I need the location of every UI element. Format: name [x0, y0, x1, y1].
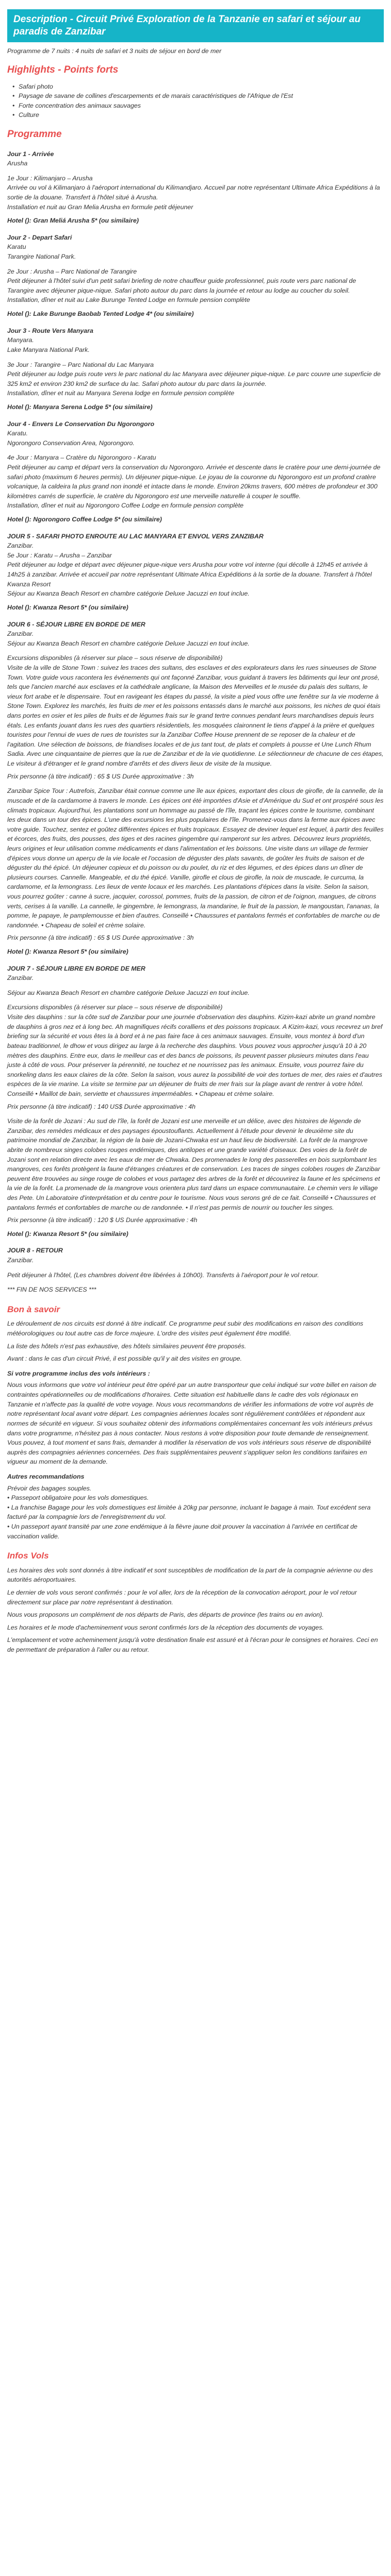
day-line: Karatu	[7, 243, 26, 251]
flight-info-text: Les horaires et le mode d'acheminement vous seront confirmés lors de la réception des documents de voyages.	[7, 1623, 324, 1631]
flight-info-text: L'emplacement et votre acheminement jusqu'à votre destination finale est assuré et à l'écran pour le consignes et horaires. Ceci en de permettant de préparation à l'aller ou au retour.	[7, 1636, 378, 1653]
excursion-price: Prix personne (à titre indicatif) : 140 US$ Durée approximative : 4h	[7, 1103, 196, 1110]
excursion-price: Prix personne (à titre indicatif) : 120 $ US Durée approximative : 4h	[7, 1216, 198, 1224]
day-title: JOUR 8 - RETOUR	[7, 1247, 63, 1255]
day-hotel: Hotel (): Ngorongoro Coffee Lodge 5* (ou similaire)	[7, 516, 162, 523]
day-line: Installation, dîner et nuit au Ngorongoro Coffee Lodge en formule pension complète	[7, 502, 244, 510]
domestic-flights-heading: Si votre programme inclus des vols intérieurs :	[7, 1369, 150, 1377]
other-recommendations-heading: Autres recommandations	[7, 1472, 85, 1480]
flight-info-heading: Infos Vols	[7, 1551, 49, 1561]
flight-info-text: Les horaires des vols sont donnés à titre indicatif et sont susceptibles de modification de la part de la compagnie aérienne ou des autorités aéroportuaires.	[7, 1566, 373, 1584]
day-8	[7, 1246, 384, 1294]
day-line: Manyara.	[7, 336, 34, 344]
day-line: 1e Jour : Kilimanjaro – Arusha	[7, 174, 93, 182]
excursion-price: Prix personne (à titre indicatif) : 65 $ US Durée approximative : 3h	[7, 772, 194, 780]
highlight-item: • Forte concentration des animaux sauvages	[19, 101, 384, 111]
highlight-item: • Safari photo	[19, 82, 384, 92]
day-line: Karatu.	[7, 430, 28, 437]
day-hotel: Hotel (): Gran Meliá Arusha 5* (ou similaire)	[7, 217, 139, 225]
day-hotel: Hotel (): Kwanza Resort 5* (ou similaire)	[7, 948, 128, 956]
day-title: Jour 1 - Arrivée	[7, 150, 54, 158]
flight-info-text: Nous vous proposons un complément de nos départs de Paris, des départs de province (les trains ou en avion).	[7, 1611, 324, 1619]
excursion-price: Prix personne (à titre indicatif) : 65 $ US Durée approximative : 3h	[7, 934, 194, 942]
page-title: Description - Circuit Privé Exploration de la Tanzanie en safari et séjour au paradis de Zanzibar	[7, 9, 384, 42]
highlights-heading: Highlights - Points forts	[7, 64, 119, 76]
bon-a-savoir-text: Le déroulement de nos circuits est donné à titre indicatif. Ce programme peut subir des modifications en raison des conditions météorologiques ou tout autre cas de force majeure. L'ordre des visites peut également être modifié.	[7, 1320, 364, 1337]
excursions-intro: Excursions disponibles (à réserver sur place – sous réserve de disponibilité)	[7, 1004, 223, 1011]
day-hotel: Hotel (): Kwanza Resort 5* (ou similaire)	[7, 1230, 128, 1238]
day-stay: Séjour au Kwanza Beach Resort en chambre catégorie Deluxe Jacuzzi en tout inclue.	[7, 639, 250, 647]
day-line: Installation et nuit au Gran Melia Arusha en formule petit déjeuner	[7, 203, 193, 211]
day-hotel: Hotel (): Manyara Serena Lodge 5* (ou similaire)	[7, 403, 153, 411]
day-line: Lake Manyara National Park.	[7, 346, 90, 353]
recommendation-item: • Passeport obligatoire pour les vols domestiques.	[7, 1494, 149, 1502]
excursion-stone-town: Visite de la ville de Stone Town : suivez les traces des sultans, des esclaves et des explorateurs dans les rues sinueuses de Stone Town. Votre guide vous racontera les événements qui ont façonné Zanzibar, vous guidant à travers les bâtiments qui leur ont prosé, tels que l'ancien marché aux esclaves et la cathédrale anglicane, la Maison des Merveilles et le musée du palais des sultans, le vieux fort arabe et le dispensaire. Tout en ravigeant les étapes du passé, la visite a pied vous offre une fenêtre sur la vie moderne à Stone Town. Explorez les marchés, les fruits de mer et les poissons entassés dans le marché aux poissons, les niches de quoi étais dans portes en osier et les piles de fruits et de légumes frais sur le grand tertre connues pendant leurs marchandises depuis leurs étals. Les enfants jouant dans les rues des quartiers résidentiels, les mosquées claironnent le tiens d'appel à la prière et quelques touristes pour l'ennui de vues de rues de touristes sur la Zanzibar Coffee House prennent de se reposer de la chaleur et de l'agitation. Une sélection de boissons, de friandises locales et de jus tant tout, de plats et complets à pousse et Une Lunch Rhum Sadia. Avec une cinquantaine de pierres que la rue de Zanzibar et de la vie quotidienne. Le sélectionneur de chacune de ces étapes, Le visiteur à d'étranger et le grand nombre d'arrêts et des divers lieux de visite de la musique.	[7, 664, 384, 768]
day-line: Arrivée ou vol à Kilimanjaro à l'aéroport international du Kilimandjaro. Accueil par notre représentant Ultimate Africa Expéditions à la sortie de la douane. Transfert à l'hôtel situé à Arusha.	[7, 184, 380, 201]
day-title: JOUR 6 - SÉJOUR LIBRE EN BORDE DE MER	[7, 620, 145, 628]
highlight-item: • Culture	[19, 110, 384, 120]
end-of-services: *** FIN DE NOS SERVICES ***	[7, 1286, 96, 1294]
day-line: Petit déjeuner à l'hôtel suivi d'un petit safari briefing de notre chauffeur guide professionnel, puis route vers parc national de Tarangire avec déjeuner pique-nique. Safari photo autour du parc dans la journée et retour au lodge au coucher du soleil.	[7, 277, 356, 294]
day-line: Petit déjeuner au camp et départ vers la conservation du Ngorongoro. Arrivée et descente dans le cratère pour une demi-journée de safari photo (maximum 6 heures permis). Un déjeuner pique-nique. Le joyau de la couronne du Ngorongoro est un profond cratère volcanique, la caldeira la plus grand non inondé et intacte dans le monde. Environ 20kms travers, 600 mètres de profondeur et 300 kilomètres carrés de superficie, le cratère du Ngorongoro est une merveille naturelle à couper le souffle.	[7, 464, 381, 500]
day-title: Jour 3 - Route Vers Manyara	[7, 327, 93, 334]
day-line: 2e Jour : Arusha – Parc National de Tarangire	[7, 267, 137, 275]
programme-heading: Programme	[7, 129, 62, 140]
day-title: JOUR 5 - SAFARI PHOTO ENROUTE AU LAC MANYARA ET ENVOL VERS ZANZIBAR	[7, 532, 264, 540]
domestic-flights-text: Nous vous informons que votre vol intérieur peut être opéré par un autre transporteur que celui indiqué sur votre billet en raison de contraintes opérationnelles ou de modifications d'horaires. Cette situation est habituelle dans le cadre des vols régionaux en Tanzanie et n'affecte pas la qualité de votre voyage. Nous vous recommandons de vérifier les informations de votre vol auprès de notre représentant local avant votre départ. Les compagnies aériennes locales sont régulièrement contrôlées et répondent aux normes de sécurité en vigueur. Si vous souhaitez obtenir des informations complémentaires concernant les vols intérieurs prévus dans votre programme, n'hésitez pas à nous contacter. Nous restons à votre disposition pour toute demande de renseignement. Vous pouvez, à tout moment et sans frais, demander à modifier la réservation de vos vols intérieurs sous réserve de disponibilité auprès des compagnies aériennes concernées. Des frais supplémentaires peuvent s'appliquer selon les conditions tarifaires en vigueur au moment de la demande.	[7, 1381, 377, 1466]
recommendation-item: • La franchise Bagage pour les vols domestiques est limitée à 20kg par personne, incluant le bagage à main. Tout excédent sera facturé par la compagnie lors de l'enregistrement du vol.	[7, 1503, 371, 1521]
highlights-list	[7, 82, 384, 120]
bon-a-savoir-text: Avant : dans le cas d'un circuit Privé, il est possible qu'il y ait des visites en groupe.	[7, 1355, 242, 1363]
page-subtitle: Programme de 7 nuits : 4 nuits de safari et 3 nuits de séjour en bord de mer	[7, 47, 222, 55]
day-line: 5e Jour : Karatu – Arusha – Zanzibar	[7, 551, 112, 559]
day-stay: Séjour au Kwanza Beach Resort en chambre catégorie Deluxe Jacuzzi en tout inclue.	[7, 989, 250, 996]
day-line: Tarangire National Park.	[7, 253, 76, 261]
day-place: Zanzibar.	[7, 974, 34, 982]
excursion-spice-tour: Zanzibar Spice Tour : Autrefois, Zanzibar était connue comme une île aux épices, exportant des clous de girofle, de la cannelle, de la muscade et de la cardamome à travers le monde. Les épices ont été importées d'Asie et d'Amérique du Sud et ont prospéré sous les climats tropicaux. Aujourd'hui, les plantations sont un hommage au passé de l'île, traçant les épices contre le tourisme, combinant les deux dans un tour des épices. L'une des excursions les plus populaires de l'île. Promenez-vous dans la ferme aux épices avec votre guide. Touchez, sentez et goûtez différentes épices et fruits tropicaux. Essayez de deviner lequel est lequel, à partir des feuilles et écorces, des fruits, des pousses, des tiges et des racines gingembre qui ramperont sur les arbres. Découvrez leurs propriétés, leurs origines et leur utilisation comme médicaments et dans l'alimentation et les boissons. Une visite dans un village de fermier d'épices vous donne un aperçu de la vie locale et l'occasion de déguster des plats savants, de goûter les fruits de saison et de déguster du thé épicé. Un déjeuner copieux et du poisson ou du poulet, du riz et des légumes, et des épices dans un dîner de plusieurs courses. Cannelle. Mangeable, et du thé épicé. Vanille, girofle et clous de girofle, la noix de muscade, le curcuma, la cardamome, et la lemongrass. Les lieux de vente locaux et les marchés. Les plantations d'épices dans la visite. Selon la saison, vous pourrez goûter : canne à sucre, jacquier, corossol, pommes, fruits de la passion, de citron et de l'oignon, mangues, de citrons verts, cerises à la vanille. La cannelle, le gingembre, le lemongrass, la mandarine, le fruit de la passion, le mangoustan, l'ananas, la pomme, le papaye, le pamplemousse et bien d'autres. Conseillé • Chaussures et pantalons fermés et confortables de marche ou de randonnée. • Chapeau de soleil et crème solaire.	[7, 787, 384, 929]
excursion-dolphins: Visite des dauphins : sur la côte sud de Zanzibar pour une journée d'observation des dauphins. Kizim-kazi abrite un grand nombre de dauphins à gros nez et à long bec. Ah magnifiques récifs coralliens et des poissons tropicaux. A Kizim-kazi, vous recevrez un bref briefing sur la sécurité et vous êtes la à bord et à ne pas faire face à ces animaux sauvages. Ensuite, vous montez à bord d'un bateau traditionnel, le dhow et vous dirigez au large à la recherche des dauphins. Vous pouvez vous approcher jusqu'à 10 à 20 mètres des dauphins. Entre eux, dans le meilleur cas et des bancs de poissons, ils peuvent passer plusieurs minutes dans l'eau juste à côté de vous. Pour préserver la pérennité, ne touchez et ne nourrissez pas les animaux. Ensuite, vous pourrez faire du snorkeling dans les eaux claires de la côte. Selon la saison, vous aurez la possibilité de voir des tortues de mer, des raies et d'autres espèces de la vie marine. La visite se termine par un déjeuner de fruits de mer frais sur la plage avant de rentrer à votre hôtel. Conseillé • Maillot de bain, serviette et chaussures imperméables. • Chapeau et crème solaire.	[7, 1013, 383, 1097]
day-3	[7, 326, 384, 412]
day-line: Petit déjeuner au lodge et départ avec déjeuner pique-nique vers Arusha pour votre vol interne (qui décolle à 12h45 et arrivée à 14h25 à zanzibar. Arrivée et accueil par notre représentant Ultimate Africa Expéditions à la sortie de la douane. Transfert à l'hôtel Kwanza Resort	[7, 561, 372, 588]
day-line: 4e Jour : Manyara – Cratère du Ngorongoro - Karatu	[7, 454, 156, 462]
day-place: Zanzibar.	[7, 1257, 34, 1264]
day-title: Jour 2 - Depart Safari	[7, 233, 72, 241]
bon-a-savoir-text: La liste des hôtels n'est pas exhaustive, des hôtels similaires peuvent être proposés.	[7, 1342, 247, 1350]
day-hotel: Hotel (): Lake Burunge Baobab Tented Lodge 4* (ou similaire)	[7, 310, 194, 318]
day-6	[7, 620, 384, 957]
day-line: Arusha	[7, 160, 28, 167]
recommendation-item: • Un passeport ayant transité par une zone endémique à la fièvre jaune doit prouver la vaccination à l'arrivée en certificat de vaccination valide.	[7, 1523, 357, 1540]
highlight-item: • Paysage de savane de collines d'escarpements et de marais caractéristiques de l'Afrique de l'Est	[19, 91, 384, 101]
flight-info-text: Le dernier de vols vous seront confirmés : pour le vol aller, lors de la réception de la convocation aéroport, pour le vol retour directement sur place par notre représentant à destination.	[7, 1588, 357, 1606]
day-line: Installation, dîner et nuit au Lake Burunge Tented Lodge en formule pension complète	[7, 296, 250, 304]
day-line: 3e Jour : Tarangire – Parc National du Lac Manyara	[7, 361, 154, 368]
day-1	[7, 149, 384, 226]
day-5	[7, 532, 384, 613]
day-4	[7, 419, 384, 524]
day-line: Séjour au Kwanza Beach Resort en chambre catégorie Deluxe Jacuzzi en tout inclue.	[7, 590, 250, 598]
day-2	[7, 233, 384, 319]
day-text: Petit déjeuner à l'hôtel, (Les chambres doivent être libérées à 10h00). Transferts à l'aéroport pour le vol retour.	[7, 1271, 319, 1279]
day-place: Zanzibar.	[7, 630, 34, 638]
day-title: Jour 4 - Envers Le Conservation Du Ngorongoro	[7, 420, 155, 428]
excursion-jozani: Visite de la forêt de Jozani : Au sud de l'île, la forêt de Jozani est une merveille et un délice, avec des histoires de légende de Zanzibar, des remèdes médicaux et des paysages époustouflants. Actuellement à l'étude pour devenir le deuxième site du patrimoine mondial de Zanzibar, la région de la baie de Jozani-Chwaka est un haut lieu de biodiversité. La forêt de la mangrove abrite de nombreux singes colobes rouges endémiques, des antilopes et une grande variété d'oiseaux. Des voies de la forêt de Jozani sont en relation directe avec les eaux de mer de Chwaka. Des promenades le long des passerelles en bois surplombant les mangroves, ces forêts protègent la faune d'étranges créatures et de conservation. Les traces de singes colobes rouges de Zanzibar peuvent être trouvées au singe rouge de colobes et vous partagez des arbres de la forêt et découvrirez la faune et les spécimens et la vie de la forêt. La promenade de la mangrove vous orientera plus tard dans un espace communautaire. Le chemin vers le village des Pete. Un Laboratoire d'interprétation et du centre pour le tourisme. Nous vous serons gré de ce fait. Conseillé • Chaussures et pantalons fermés et confortables de marche ou de randonnée. • Il n'est pas permis de nourrir ou toucher les singes.	[7, 1117, 380, 1211]
day-7	[7, 964, 384, 1239]
day-line: Installation, dîner et nuit au Manyara Serena lodge en formule pension complète	[7, 389, 235, 397]
excursions-intro: Excursions disponibles (à réserver sur place – sous réserve de disponibilité)	[7, 654, 223, 662]
bon-a-savoir-heading: Bon à savoir	[7, 1304, 60, 1314]
day-line: Ngorongoro Conservation Area, Ngorongoro.	[7, 439, 135, 447]
day-line: Petit déjeuner au lodge puis route vers le parc national du lac Manyara avec déjeuner pique-nique. Le parc couvre une superficie de 325 km2 et environ 230 km2 de surface du lac. Safari photo autour du parc dans la journée.	[7, 370, 381, 387]
day-line: Zanzibar.	[7, 542, 34, 550]
recommendation-item: Prévoir des bagages souples.	[7, 1484, 92, 1492]
day-hotel: Hotel (): Kwanza Resort 5* (ou similaire)	[7, 603, 128, 611]
day-title: JOUR 7 - SÉJOUR LIBRE EN BORDE DE MER	[7, 964, 145, 972]
